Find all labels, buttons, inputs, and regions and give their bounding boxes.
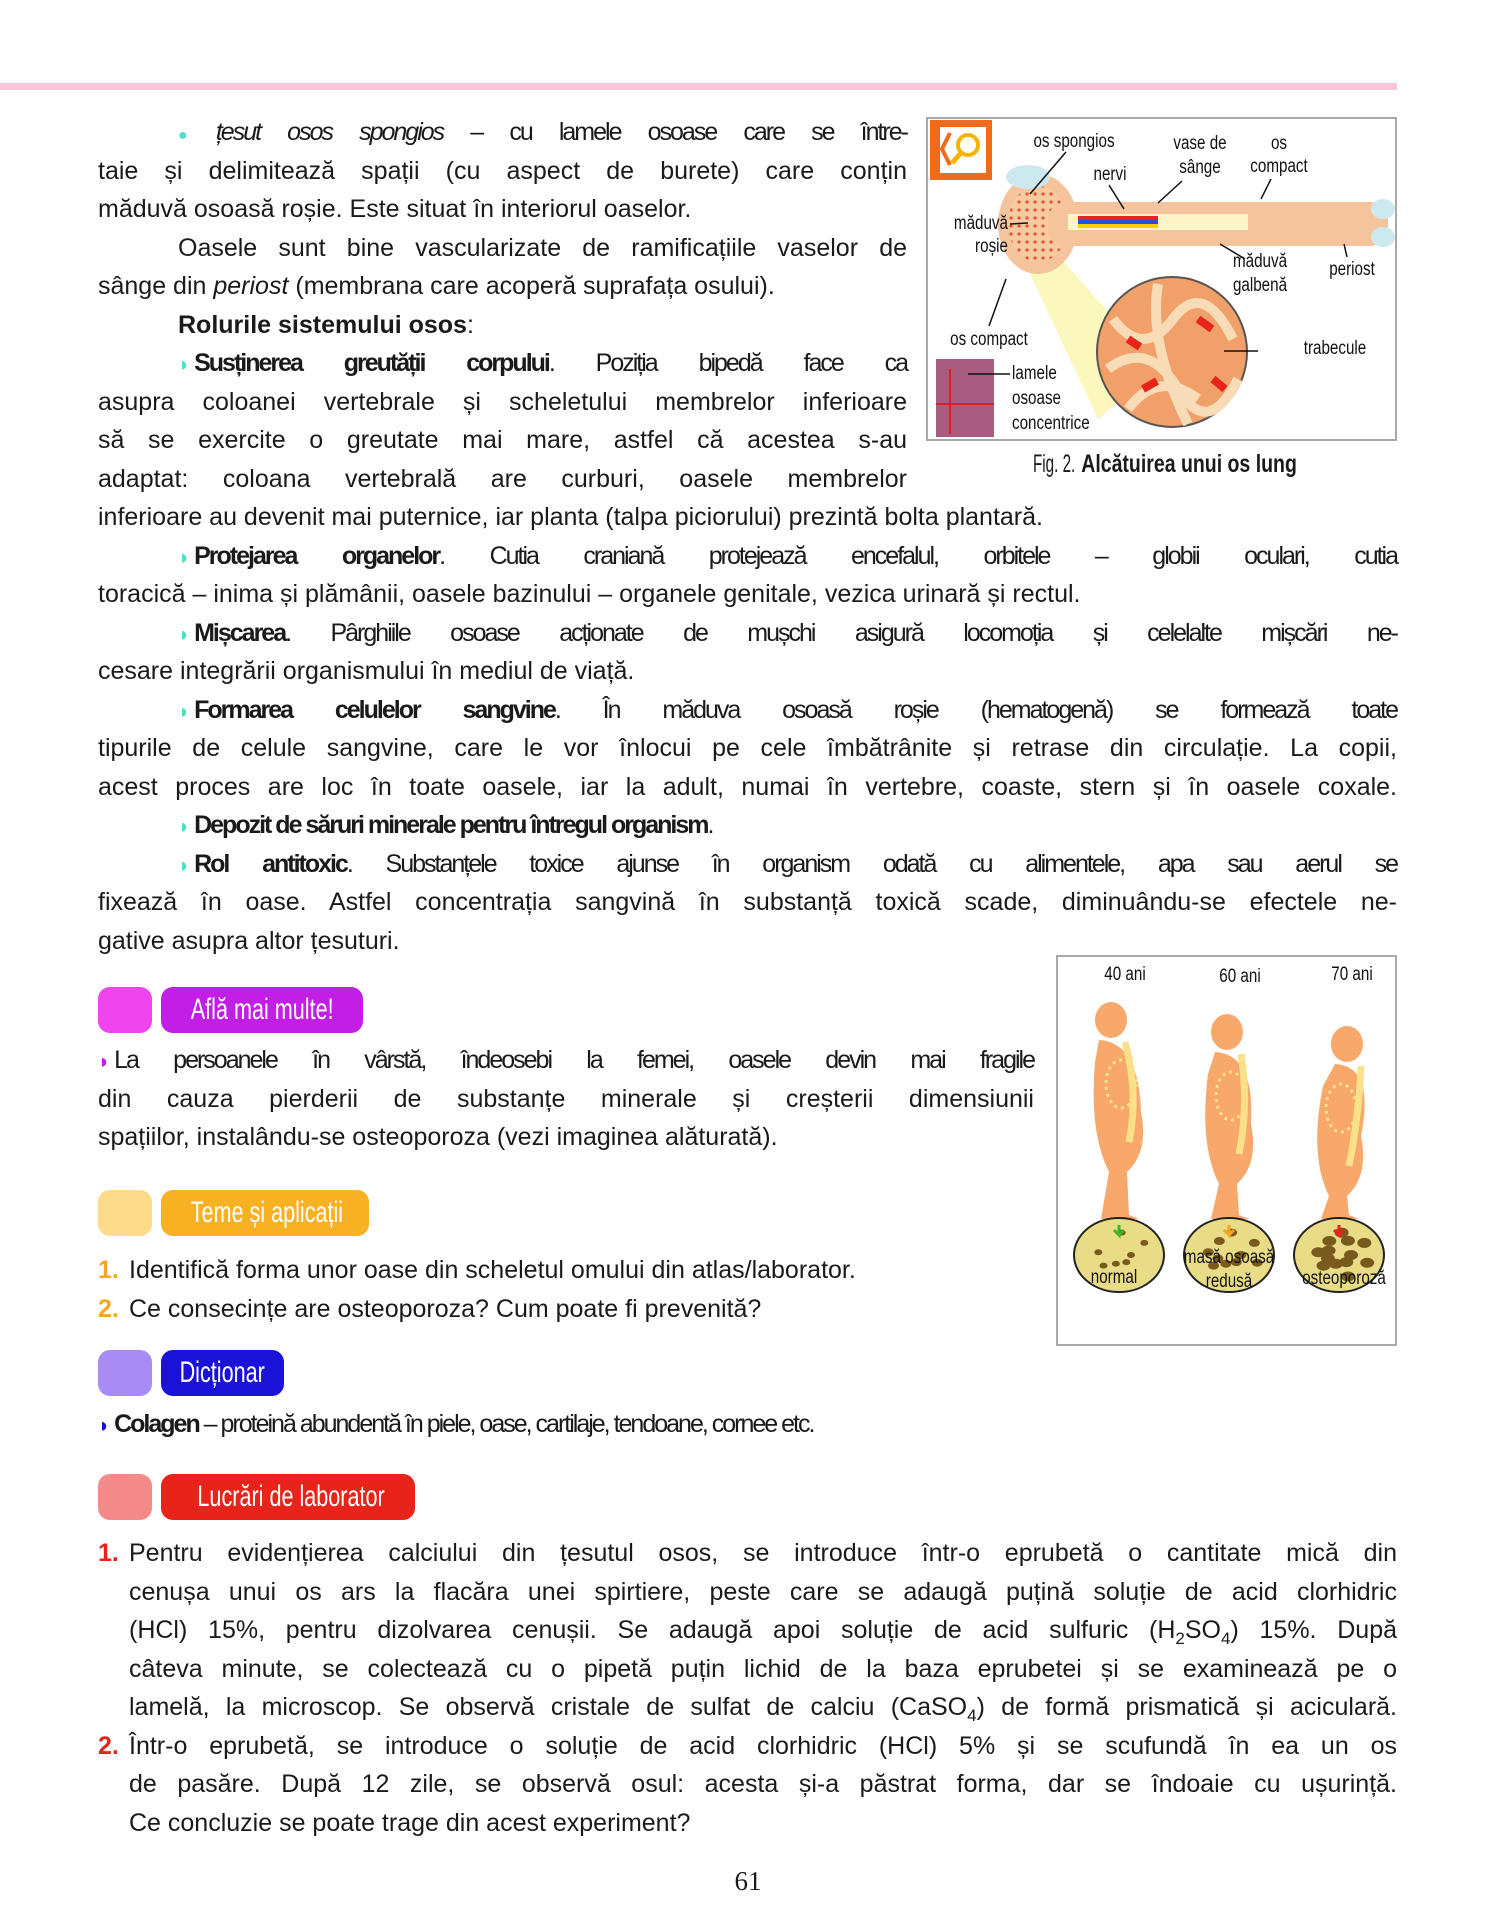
magnifier-icon: [930, 120, 992, 180]
bullet-icon: ●: [178, 127, 208, 144]
text-line: [98, 498, 1397, 537]
text-segment: Susținerea greutății corpului: [194, 349, 549, 377]
text-segment: asupra coloanei vertebrale și scheletului membrelor inferioare: [98, 387, 907, 416]
text-segment: (membrana care acoperă suprafața osului).: [288, 272, 775, 300]
text-segment: ) 15%. După: [1230, 1616, 1397, 1644]
text-segment: câteva minute, se colectează cu o pipetă puțin lichid de la baza eprubetei și se examinează pe o: [129, 1654, 1397, 1683]
text-segment: (HCl) 15%, pentru dizolvarea cenușii. Se adaugă apoi soluție de acid sulfuric (H: [129, 1616, 1176, 1644]
label-os-compact: os compact: [950, 329, 1028, 350]
text-segment: cenușa unui os ars la flacăra unei spirtiere, peste care se adaugă puțină soluție de acid clorhidric: [129, 1577, 1397, 1606]
text-segment: Într-o eprubetă, se introduce o soluție de acid clorhidric (HCl) 5% și se scufundă în ea un os: [129, 1731, 1397, 1760]
text-segment: periost: [213, 272, 289, 300]
text-segment: măduvă osoasă roșie. Este situat în interiorul oaselor.: [98, 195, 692, 223]
text-line: [98, 1251, 1397, 1290]
text-segment: Protejarea organelor: [194, 541, 440, 570]
header-square: [98, 1474, 152, 1520]
text-segment: ) de formă prismatică și aciculară.: [976, 1693, 1398, 1721]
text-segment: spațiilor, instalându-se osteoporoza (vezi imaginea alăturată).: [98, 1123, 778, 1151]
marker-icon: ◗: [178, 354, 189, 376]
marker-icon: ◗: [178, 700, 189, 723]
label-maduva-galbena: măduvă: [1232, 251, 1288, 272]
header-square: [98, 1190, 152, 1236]
text-segment: din cauza pierderii de substanțe minerale și creșterii dimensiunii: [98, 1084, 1034, 1113]
marker-icon: ◗: [178, 854, 189, 877]
text-line: [98, 1611, 1397, 1650]
header-label: Află mai multe!: [190, 993, 334, 1026]
caption-prefix: Fig. 2.: [1032, 450, 1075, 478]
text-segment: Depozit de săruri minerale pentru întregul organism: [194, 811, 708, 839]
text-segment: – cu lamele osoase care se între-: [443, 118, 907, 146]
text-line: [98, 1290, 1397, 1329]
label-trabecule: trabecule: [1303, 338, 1367, 359]
label-lamele: lamele: [1012, 363, 1057, 384]
text-line: [98, 537, 1397, 576]
text-segment: să se exercite o greutate mai mare, astfel că acestea s-au: [98, 426, 907, 454]
age-label: 70 ani: [1331, 964, 1373, 985]
text-line: [98, 729, 1397, 768]
text-line: [98, 614, 1397, 653]
text-segment: . Pârghiile osoase acționate de mușchi asigură locomoția și celelalte mișcări ne-: [285, 618, 1397, 647]
figure-caption: [926, 450, 1397, 479]
item-number: 1.: [98, 1256, 119, 1284]
woman-silhouette: [1094, 1002, 1144, 1219]
label-os-spongios: os spongios: [1033, 131, 1115, 152]
text-segment: Rolurile sistemului osos: [178, 310, 467, 339]
item-number: 1.: [98, 1539, 119, 1567]
header-label: Dicționar: [179, 1356, 266, 1389]
state-label-reduced: masă osoasă: [1183, 1247, 1275, 1268]
text-line: [98, 1688, 1397, 1727]
dictionar-text: [98, 1405, 1397, 1444]
text-line: [98, 229, 907, 268]
text-line: [98, 1080, 1034, 1119]
text-segment: Oasele sunt bine vascularizate de ramificațiile vaselor de: [178, 233, 907, 262]
label-maduva-rosie: măduvă: [953, 213, 1008, 234]
label-os-compact-top: os: [1270, 133, 1288, 154]
text-segment: tipurile de celule sangvine, care le vor înlocui pe cele îmbătrânite și retrase din circulație. La copii,: [98, 734, 1397, 762]
label-maduva-rosie-2: roșie: [975, 236, 1008, 257]
label-vase-2: sânge: [1179, 157, 1221, 178]
text-segment: . În măduva osoasă roșie (hematogenă) se formează toate: [554, 695, 1397, 724]
compact-bone-cube: [936, 359, 994, 437]
figure-long-bone: [926, 117, 1397, 441]
text-line: [98, 1727, 1397, 1766]
label-nervi: nervi: [1093, 164, 1127, 185]
age-label: 40 ani: [1104, 964, 1146, 985]
text-segment: . Cutia craniană protejează encefalul, orbitele – globii oculari, cutia: [439, 541, 1398, 570]
text-segment: SO: [1184, 1616, 1221, 1644]
text-segment: cesare integrării organismului în mediul de viață.: [98, 657, 635, 685]
text-line: [98, 421, 907, 460]
header-label: Teme și aplicații: [190, 1196, 344, 1229]
page-number: 61: [734, 1866, 762, 1896]
text-segment: – proteină abundentă în piele, oase, cartilaje, tendoane, cornee etc.: [198, 1410, 814, 1438]
text-segment: 2: [1175, 1629, 1185, 1648]
text-line: [98, 1650, 1397, 1689]
text-segment: Mișcarea: [194, 618, 286, 647]
text-segment: lamelă, la microscop. Se observă cristale de sulfat de calciu (CaSO: [129, 1693, 968, 1721]
text-line: [98, 1041, 1034, 1080]
text-segment: . Poziția bipedă face ca: [548, 349, 908, 377]
text-segment: țesut osos spongios: [215, 118, 444, 146]
text-segment: taie și delimitează spații (cu aspect de burete) care conțin: [98, 156, 907, 185]
text-line: [98, 845, 1397, 884]
text-segment: adaptat: coloana vertebrală are curburi, oasele membrelor: [98, 464, 907, 493]
label-lamele-2: osoase: [1012, 388, 1062, 409]
text-line: [98, 1118, 1034, 1157]
item-number: 2.: [98, 1731, 119, 1760]
marker-icon: ◗: [178, 816, 189, 838]
label-lamele-3: concentrice: [1012, 413, 1090, 434]
text-line: [98, 883, 1397, 922]
text-line: [98, 460, 907, 499]
afla-text: [98, 1041, 1034, 1157]
header-square: [98, 1350, 152, 1396]
text-segment: . Substanțele toxice ajunse în organism odată cu alimentele, apa sau aerul se: [346, 849, 1397, 878]
text-line: [98, 344, 907, 383]
state-label-osteoporosis: osteoporoză: [1302, 1268, 1386, 1289]
marker-icon: ◗: [178, 546, 189, 569]
text-line: [98, 1573, 1397, 1612]
text-line: [98, 1534, 1397, 1573]
text-line: [98, 768, 1397, 807]
label-periost: periost: [1329, 259, 1375, 280]
age-label: 60 ani: [1219, 966, 1261, 987]
text-line: [98, 190, 907, 229]
header-label: Lucrări de laborator: [197, 1480, 385, 1513]
text-line: [98, 113, 907, 152]
text-segment: 4: [967, 1706, 977, 1725]
text-segment: Rol antitoxic: [194, 849, 347, 878]
teme-list: [98, 1251, 1397, 1328]
label-vase: vase de: [1173, 133, 1227, 154]
text-segment: 4: [1221, 1629, 1231, 1648]
text-segment: :: [466, 310, 474, 339]
text-segment: Ce concluzie se poate trage din acest experiment?: [129, 1808, 691, 1837]
text-line: [98, 1765, 1397, 1804]
marker-icon: ◗: [98, 1051, 109, 1073]
text-line: [98, 575, 1397, 614]
marker-icon: ◗: [178, 623, 189, 646]
text-line: [98, 1405, 1397, 1444]
text-segment: sânge din: [98, 272, 214, 300]
text-segment: toracică – inima și plămânii, oasele bazinului – organele genitale, vezica urinară și rectul.: [98, 580, 1081, 608]
text-line: [98, 152, 907, 191]
caption-title: Alcătuirea unui os lung: [1080, 450, 1297, 478]
text-line: [98, 691, 1397, 730]
woman-silhouette: [1317, 1026, 1364, 1219]
text-line: [98, 267, 907, 306]
text-segment: .: [707, 811, 713, 839]
text-segment: Identifică forma unor oase din scheletul omului din atlas/laborator.: [129, 1256, 856, 1284]
state-label-normal: normal: [1090, 1267, 1138, 1288]
text-line: [98, 383, 907, 422]
item-number: 2.: [98, 1294, 119, 1323]
header-square: [98, 987, 152, 1033]
text-line: [98, 806, 1397, 845]
text-line: [98, 306, 907, 345]
text-segment: fixează în oase. Astfel concentrația sangvină în substanță toxică scade, diminuându-se efectele ne-: [98, 888, 1397, 916]
text-segment: La persoanele în vârstă, îndeosebi la femei, oasele devin mai fragile: [114, 1046, 1034, 1074]
text-segment: Formarea celulelor sangvine: [194, 695, 555, 724]
marker-icon: ◗: [98, 1415, 109, 1437]
laborator-list: [98, 1534, 1397, 1842]
long-bone-illustration: [928, 119, 1397, 441]
text-segment: inferioare au devenit mai puternice, iar planta (talpa piciorului) prezintă bolta plantară.: [98, 503, 1043, 531]
text-segment: acest proces are loc în toate oasele, iar la adult, numai în vertebre, coaste, stern și în oasele coxale.: [98, 772, 1397, 801]
woman-silhouette: [1205, 1014, 1253, 1219]
label-os-compact-top-2: compact: [1250, 156, 1308, 177]
text-line: [98, 652, 1397, 691]
text-line: [98, 1804, 1397, 1843]
text-segment: de pasăre. După 12 zile, se observă osul: acesta și-a păstrat forma, dar se îndoaie cu ușurință.: [129, 1770, 1397, 1798]
text-segment: Ce consecințe are osteoporoza? Cum poate fi prevenită?: [129, 1294, 762, 1323]
state-label-reduced-2: redusă: [1205, 1271, 1253, 1292]
text-segment: Pentru evidențierea calciului din țesutul osos, se introduce într-o eprubetă o cantitate mică din: [129, 1539, 1397, 1567]
text-segment: Colagen: [114, 1410, 199, 1438]
top-divider: [0, 83, 1397, 90]
text-segment: gative asupra altor țesuturi.: [98, 926, 400, 955]
label-maduva-galbena-2: galbenă: [1232, 275, 1288, 296]
